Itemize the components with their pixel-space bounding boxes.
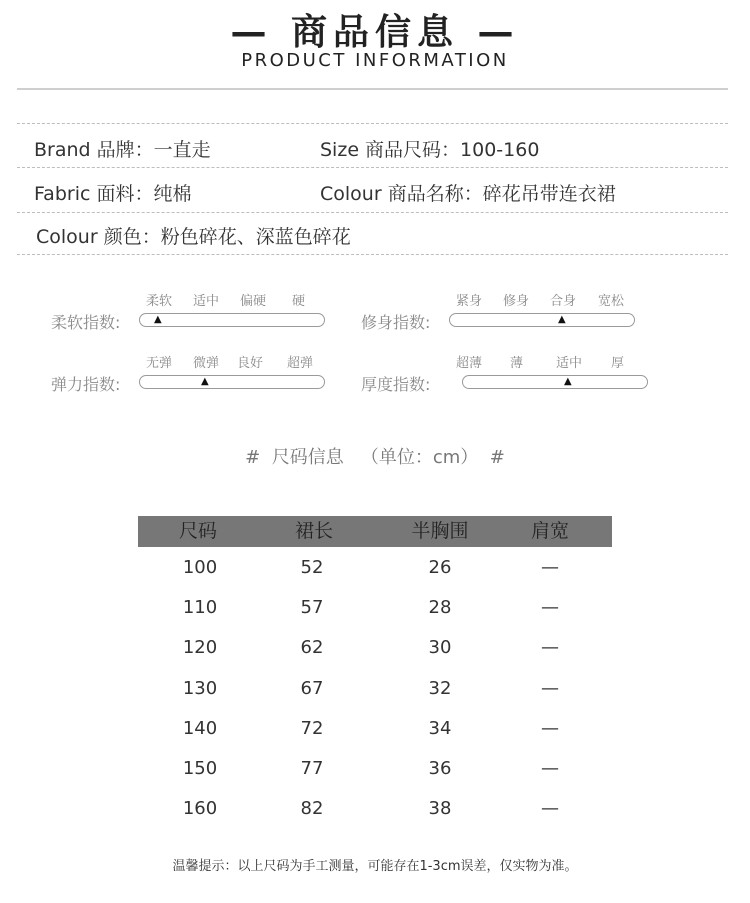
table-cell: 100: [182, 557, 218, 578]
table-cell: 36: [428, 758, 452, 779]
elasticity-option: 良好: [237, 356, 264, 371]
softness-scale-bar: [139, 313, 325, 327]
header-divider: [17, 88, 728, 90]
table-cell: 30: [428, 637, 452, 659]
product-name-info: Colour 商品名称：碎花吊带连衣裙: [320, 183, 616, 205]
table-cell: 72: [300, 717, 324, 739]
table-cell: 57: [300, 597, 324, 619]
section-subtitle: PRODUCT INFORMATION: [241, 50, 509, 71]
table-cell: 67: [300, 677, 324, 699]
size-info: Size 商品尺码：100-160: [320, 139, 540, 161]
softness-option: 适中: [193, 294, 220, 309]
table-cell: 130: [182, 677, 218, 699]
size-info-heading: # 尺码信息 （单位：cm） #: [245, 447, 505, 468]
colour-info: Colour 颜色：粉色碎花、深蓝色碎花: [36, 226, 351, 248]
table-cell: 28: [428, 597, 452, 619]
info-divider: [17, 254, 728, 255]
softness-option: 柔软: [146, 294, 173, 309]
table-cell: —: [541, 758, 559, 779]
info-divider: [17, 123, 728, 124]
thickness-marker-icon: ▲: [564, 376, 572, 387]
table-cell: —: [541, 637, 559, 659]
column-header-bust: 半胸围: [411, 520, 469, 542]
table-cell: —: [541, 798, 559, 820]
column-header-length: 裙长: [294, 520, 333, 542]
elasticity-scale-bar: [139, 375, 325, 389]
thickness-option: 薄: [510, 356, 524, 371]
table-cell: 110: [182, 597, 218, 619]
table-cell: 52: [300, 557, 324, 578]
table-cell: —: [541, 677, 559, 699]
info-divider: [17, 212, 728, 213]
fit-scale-bar: [449, 313, 635, 327]
fit-option: 宽松: [598, 294, 625, 309]
table-cell: 62: [300, 637, 324, 659]
table-cell: 82: [300, 798, 324, 820]
column-header-shoulder: 肩宽: [530, 520, 569, 542]
table-cell: 32: [428, 677, 452, 699]
table-cell: 34: [428, 717, 452, 739]
elasticity-label: 弹力指数:: [51, 375, 121, 394]
elasticity-option: 无弹: [146, 356, 173, 371]
measurement-note: 温馨提示：以上尺码为手工测量，可能存在1-3cm误差，仅实物为准。: [172, 859, 578, 874]
table-cell: —: [541, 597, 559, 619]
fit-option: 修身: [503, 294, 530, 309]
table-cell: —: [541, 717, 559, 739]
table-cell: 26: [428, 557, 452, 578]
brand-info: Brand 品牌：一直走: [34, 139, 211, 161]
table-cell: 120: [182, 637, 218, 659]
section-title: — 商品信息 —: [230, 12, 520, 53]
table-cell: —: [541, 557, 559, 578]
thickness-scale-bar: [462, 375, 648, 389]
info-divider: [17, 167, 728, 168]
softness-option: 硬: [292, 294, 306, 309]
elasticity-option: 超弹: [287, 356, 314, 371]
elasticity-option: 微弹: [193, 356, 220, 371]
fit-label: 修身指数:: [361, 313, 431, 332]
thickness-label: 厚度指数:: [361, 375, 431, 394]
softness-label: 柔软指数:: [51, 313, 121, 332]
fit-option: 紧身: [456, 294, 483, 309]
table-cell: 150: [182, 758, 218, 779]
table-cell: 160: [182, 798, 218, 820]
thickness-option: 超薄: [456, 356, 483, 371]
table-cell: 140: [182, 717, 218, 739]
table-cell: 77: [300, 758, 324, 779]
elasticity-marker-icon: ▲: [201, 376, 209, 387]
fit-option: 合身: [550, 294, 577, 309]
softness-option: 偏硬: [240, 294, 267, 309]
fit-marker-icon: ▲: [558, 314, 566, 325]
column-header-size: 尺码: [178, 520, 217, 542]
table-cell: 38: [428, 798, 452, 820]
fabric-info: Fabric 面料：纯棉: [34, 183, 192, 205]
size-table-header: [138, 516, 612, 547]
softness-marker-icon: ▲: [154, 314, 162, 325]
thickness-option: 厚: [611, 356, 625, 371]
thickness-option: 适中: [556, 356, 583, 371]
